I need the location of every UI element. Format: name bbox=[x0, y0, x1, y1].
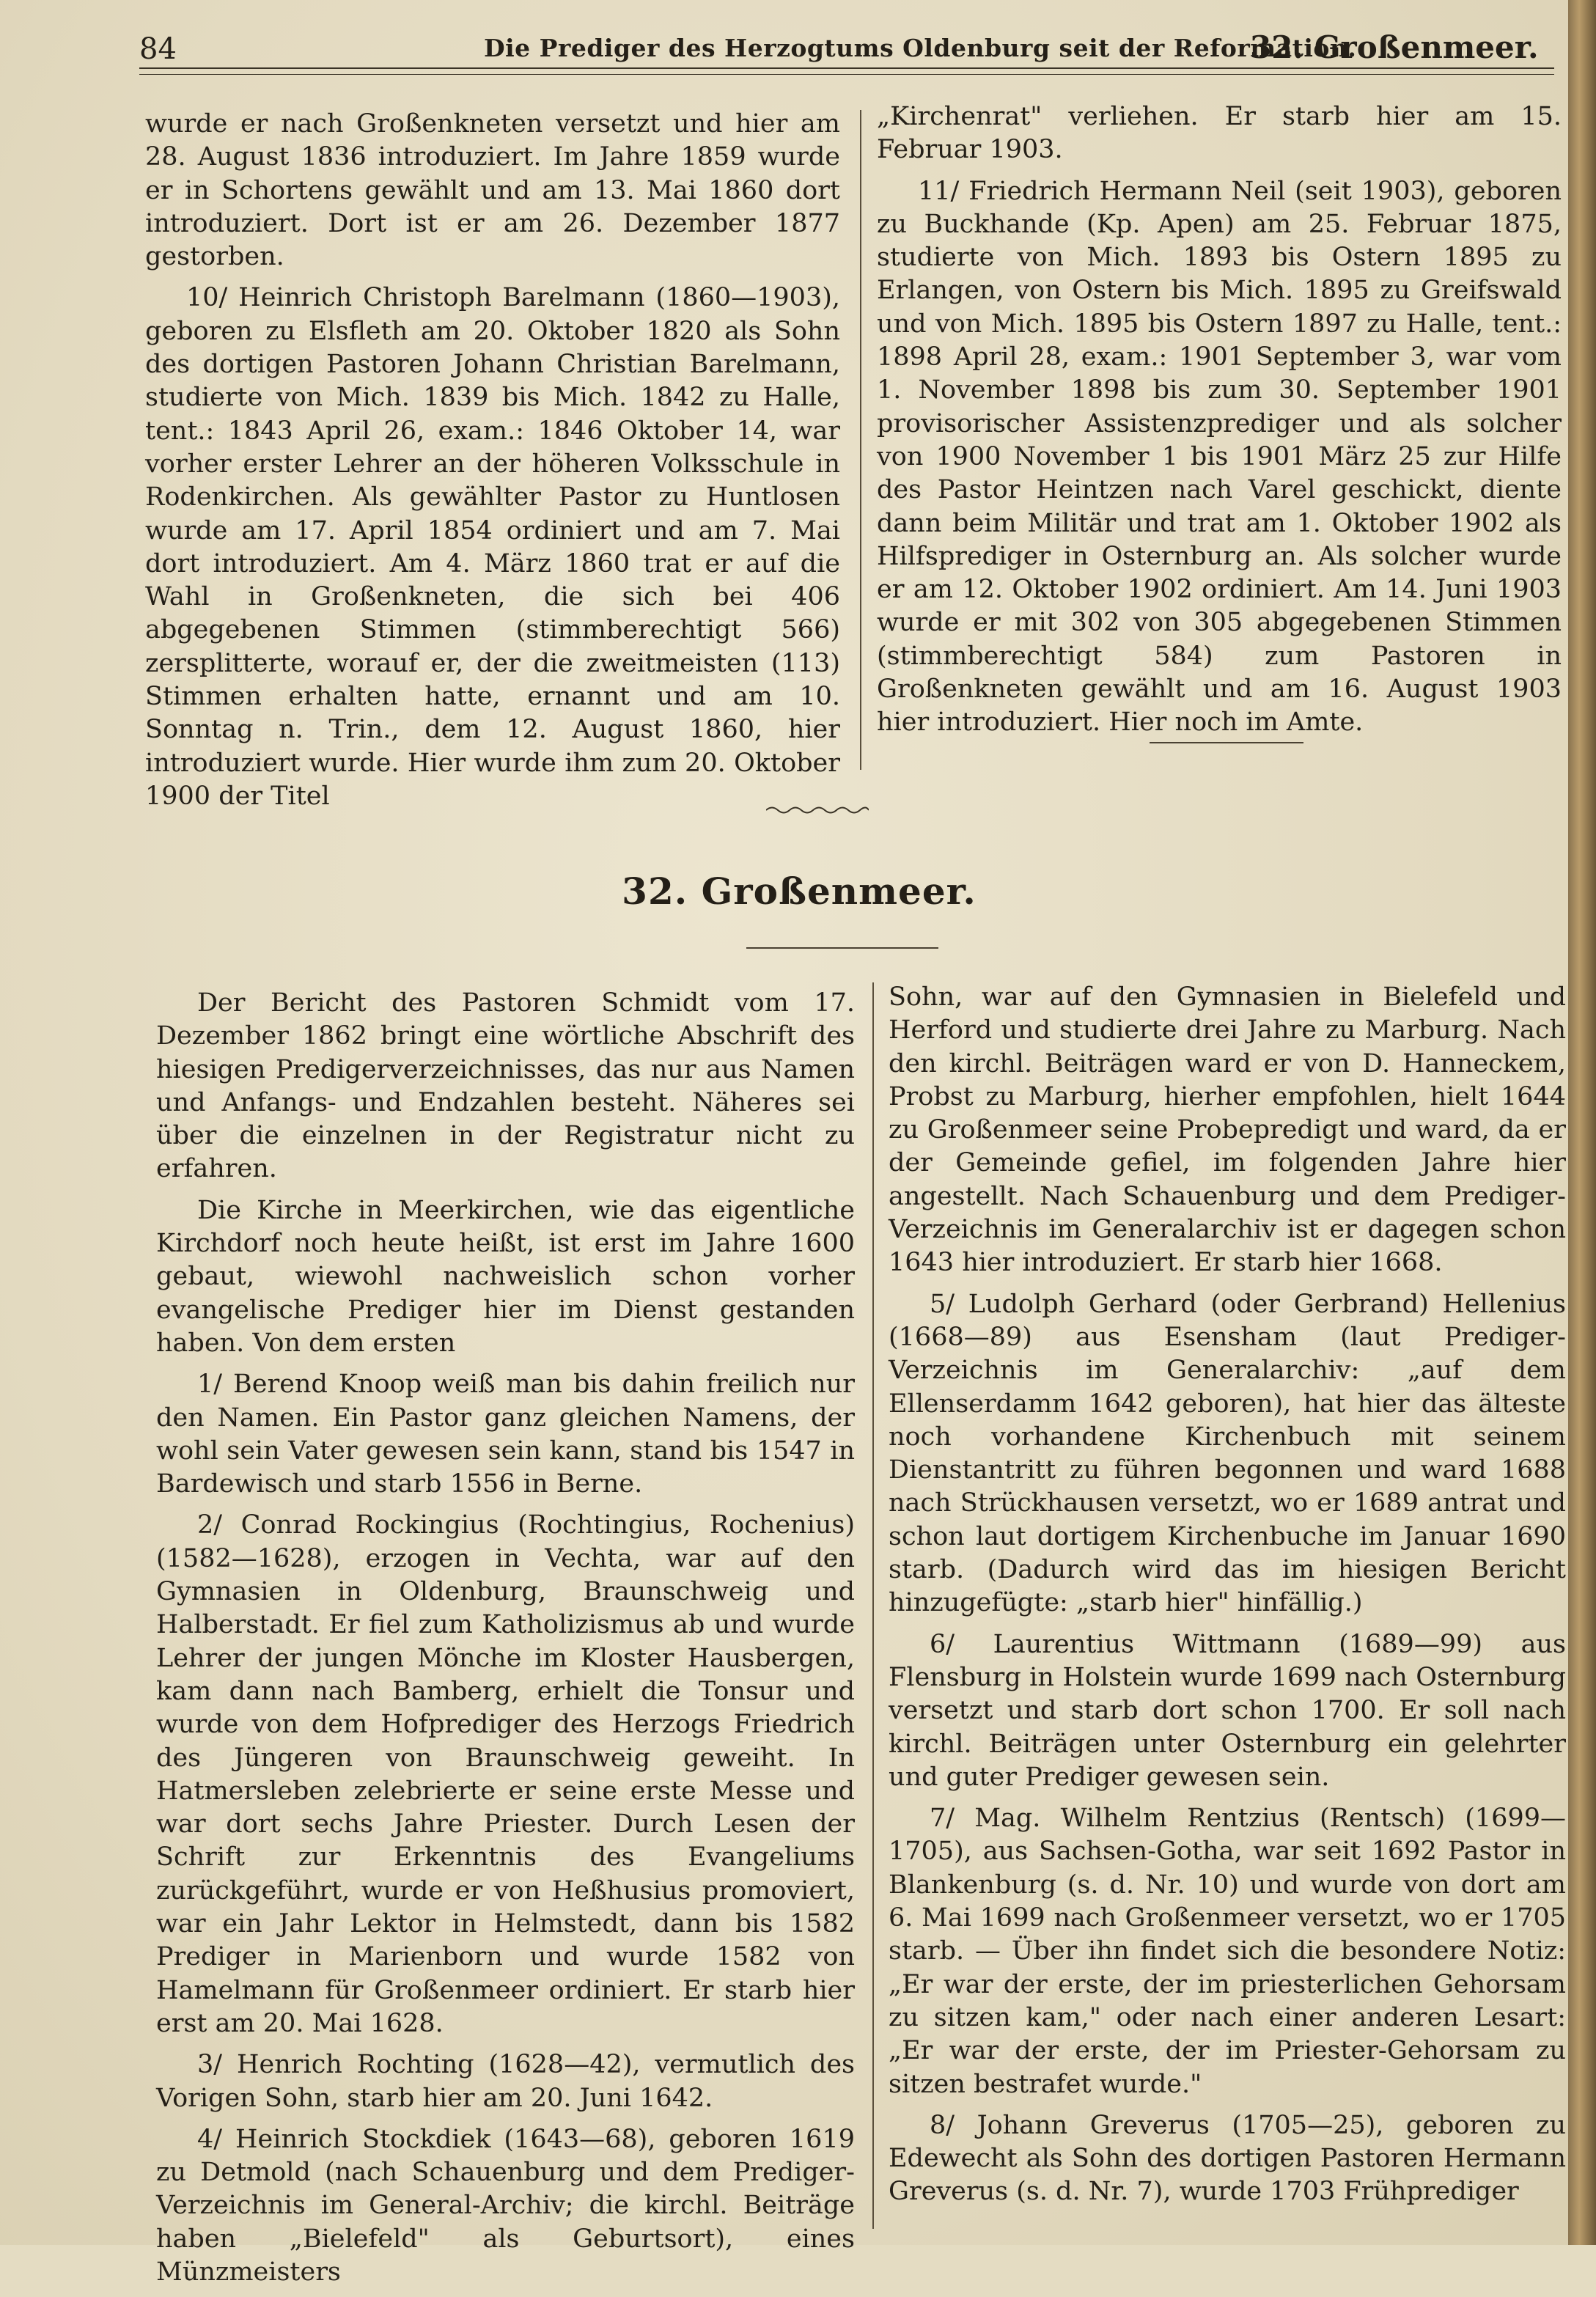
page-number: 84 bbox=[139, 32, 177, 66]
running-section-label: 32. Großenmeer. bbox=[1250, 29, 1539, 65]
paragraph: 6/ Laurentius Wittmann (1689—99) aus Flensburg in Holstein wurde 1699 nach Osternburg versetzt und starb dort schon 1700. Er soll nach kirchl. Beiträgen unter Osternburg ein gelehrter und guter Prediger gewesen sein. bbox=[889, 1629, 1566, 1792]
page-edge-shadow bbox=[1568, 0, 1596, 2245]
paragraph: 1/ Berend Knoop weiß man bis dahin freilich nur den Namen. Ein Pastor ganz gleichen Namens, der wohl sein Vater gewesen sein kann, stand bis 1547 in Bardewisch und starb 1556 in Berne. bbox=[156, 1370, 855, 1499]
end-rule bbox=[1150, 742, 1303, 743]
paragraph: wurde er nach Großenkneten versetzt und hier am 28. August 1836 introduziert. Im Jahre 1859 wurde er in Schortens gewählt und am 13. Mai 1860 dort introduziert. Dort ist er am 26. Dezember 1877 gestorben. bbox=[145, 109, 840, 272]
running-header bbox=[139, 22, 1554, 66]
bottom-right-column bbox=[889, 981, 1566, 2217]
paragraph: Die Kirche in Meerkirchen, wie das eigentliche Kirchdorf noch heute heißt, ist erst im Jahre 1600 gebaut, wiewohl nachweislich schon vorher evangelische Prediger hier im Dienst gestanden haben. Von dem ersten bbox=[156, 1195, 855, 1358]
paragraph: 3/ Henrich Rochting (1628—42), vermutlich des Vorigen Sohn, starb hier am 20. Juni 1642. bbox=[156, 2050, 855, 2113]
column-divider bbox=[860, 110, 861, 770]
paragraph: 2/ Conrad Rockingius (Rochtingius, Rochenius) (1582—1628), erzogen in Vechta, war auf den Gymnasien in Oldenburg, Braunschweig und Halberstadt. Er fiel zum Katholizismus ab und wurde Lehrer der jungen Mönche im Kloster Hausbergen, kam dann nach Bamberg, erhielt die Tonsur und wurde von dem Hofprediger des Herzogs Friedrich des Jüngeren von Braunschweig geweiht. In Hatmersleben zelebrierte er seine erste Messe und war dort sechs Jahre Priester. Durch Lesen der Schrift zur Erkenntnis des Evangeliums zurückgeführt, wurde er von Heßhusius promoviert, war ein Jahr Lektor in Helmstedt, dann bis 1582 Prediger in Marienborn und wurde 1582 von Hamelmann für Großenmeer ordiniert. Er starb hier erst am 20. Mai 1628. bbox=[156, 1510, 855, 2038]
bottom-left-column bbox=[156, 987, 855, 2297]
paragraph: 8/ Johann Greverus (1705—25), geboren zu Edewecht als Sohn des dortigen Pastoren Hermann Greverus (s. d. Nr. 7), wurde 1703 Frühprediger bbox=[889, 2110, 1566, 2207]
paragraph: 11/ Friedrich Hermann Neil (seit 1903), geboren zu Buckhande (Kp. Apen) am 25. Februar 1875, studierte von Mich. 1893 bis Ostern 1895 zu Erlangen, von Ostern bis Mich. 1895 zu Greifswald und von Mich. 1895 bis Ostern 1897 zu Halle, tent.: 1898 April 28, exam.: 1901 September 3, war vom 1. November 1898 bis zum 30. September 1901 provisorischer Assistenzprediger und als solcher von 1900 November 1 bis 1901 März 25 zur Hilfe des Pastor Heintzen nach Varel geschickt, diente dann beim Militär und trat am 1. Oktober 1902 als Hilfsprediger in Osternburg an. Als solcher wurde er am 12. Oktober 1902 ordiniert. Am 14. Juni 1903 wurde er mit 302 von 305 abgegebenen Stimmen (stimmberechtigt 584) zum Pastoren in Großenkneten gewählt und am 16. August 1903 hier introduziert. Hier noch im Amte. bbox=[877, 176, 1562, 738]
top-right-column bbox=[877, 100, 1562, 748]
paragraph: Der Bericht des Pastoren Schmidt vom 17. Dezember 1862 bringt eine wörtliche Abschrift des hiesigen Predigerverzeichnisses, das nur aus Namen und Anfangs- und Endzahlen besteht. Näheres sei über die einzelnen in der Registratur nicht zu erfahren. bbox=[156, 988, 855, 1184]
ornament-divider bbox=[766, 805, 869, 815]
header-rule bbox=[139, 67, 1554, 75]
column-divider bbox=[872, 982, 874, 2229]
running-title: Die Prediger des Herzogtums Oldenburg seit der Reformation. bbox=[484, 34, 1357, 62]
paragraph: 10/ Heinrich Christoph Barelmann (1860—1903), geboren zu Elsfleth am 20. Oktober 1820 als Sohn des dortigen Pastoren Johann Christian Barelmann, studierte von Mich. 1839 bis Mich. 1842 zu Halle, tent.: 1843 April 26, exam.: 1846 Oktober 14, war vorher erster Lehrer an der höheren Volksschule in Rodenkirchen. Als gewählter Pastor zu Huntlosen wurde am 17. April 1854 ordiniert und am 7. Mai dort introduziert. Am 4. März 1860 trat er auf die Wahl in Großenkneten, die sich bei 406 abgegebenen Stimmen (stimmberechtigt 566) zersplitterte, worauf er, der die zweitmeisten (113) Stimmen erhalten hatte, ernannt und am 10. Sonntag n. Trin., dem 12. August 1860, hier introduziert wurde. Hier wurde ihm zum 20. Oktober 1900 der Titel bbox=[145, 283, 840, 811]
top-left-column bbox=[145, 108, 840, 821]
paragraph: 7/ Mag. Wilhelm Rentzius (Rentsch) (1699—1705), aus Sachsen-Gotha, war seit 1692 Pastor in Blankenburg (s. d. Nr. 10) und wurde von dort am 6. Mai 1699 nach Großenmeer versetzt, wo er 1705 starb. — Über ihn findet sich die besondere Notiz: „Er war der erste, der im priesterlichen Gehorsam zu sitzen kam," oder nach einer anderen Lesart: „Er war der erste, der im Priester-Gehorsam zu sitzen bestrafet wurde." bbox=[889, 1804, 1566, 2099]
paragraph: „Kirchenrat" verliehen. Er starb hier am 15. Februar 1903. bbox=[877, 102, 1562, 165]
paragraph: 5/ Ludolph Gerhard (oder Gerbrand) Hellenius (1668—89) aus Esensham (laut Prediger-Verzeichnis im Generalarchiv: „auf dem Ellenserdamm 1642 geboren), hat hier das älteste noch vorhandene Kirchenbuch mit seinem Dienstantritt zu führen begonnen und ward 1688 nach Strückhausen versetzt, wo er 1689 antrat und schon laut dortigem Kirchenbuche im Januar 1690 starb. (Dadurch wird das im hiesigen Bericht hinzugefügte: „starb hier" hinfällig.) bbox=[889, 1289, 1566, 1618]
paragraph: Sohn, war auf den Gymnasien in Bielefeld und Herford und studierte drei Jahre zu Marburg. Nach den kirchl. Beiträgen ward er von D. Hanneckem, Probst zu Marburg, hierher empfohlen, hielt 1644 zu Großenmeer seine Probepredigt und ward, da er der Gemeinde gefiel, im folgenden Jahre hier angestellt. Nach Schauenburg und dem Prediger-Verzeichnis im Generalarchiv ist er dagegen schon 1643 hier introduziert. Er starb hier 1668. bbox=[889, 982, 1566, 1278]
paragraph: 4/ Heinrich Stockdiek (1643—68), geboren 1619 zu Detmold (nach Schauenburg und dem Prediger-Verzeichnis im General-Archiv; die kirchl. Beiträge haben „Bielefeld" als Geburtsort), eines Münzmeisters bbox=[156, 2124, 855, 2287]
section-rule bbox=[746, 947, 938, 949]
section-heading: 32. Großenmeer. bbox=[622, 870, 977, 913]
